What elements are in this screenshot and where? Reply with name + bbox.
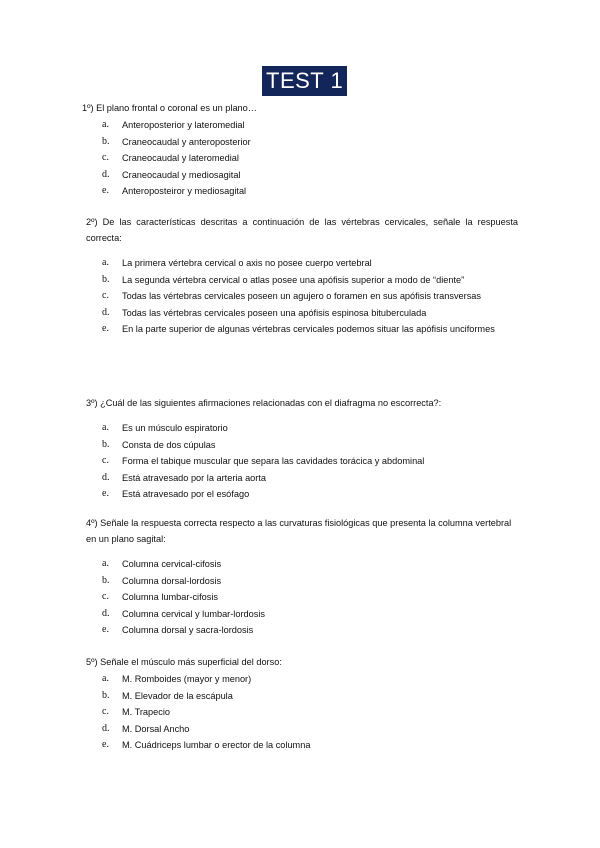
option-text: Está atravesado por el esófago <box>122 489 250 499</box>
question-text: 4º) Señale la respuesta correcta respecto a las curvaturas fisiológicas que presenta la columna vertebral en un plano sagital: <box>86 518 512 544</box>
option-text: Craneocaudal y anteroposterior <box>122 136 251 147</box>
question-text: 5º) Señale el músculo más superficial del dorso: <box>86 657 282 667</box>
question-text: 1º) El plano frontal o coronal es un plano… <box>82 103 257 113</box>
option-item <box>86 134 518 151</box>
option-letter: b. <box>102 574 110 586</box>
option-item <box>86 721 518 738</box>
question-text: 3º) ¿Cuál de las siguientes afirmaciones relacionadas con el diafragma no escorrecta?: <box>86 398 442 408</box>
option-item <box>86 470 518 487</box>
option-text: Columna cervical y lumbar-lordosis <box>122 608 265 619</box>
option-letter: e. <box>102 624 109 635</box>
option-letter: e. <box>102 185 109 196</box>
option-text: Columna lumbar-cifosis <box>122 592 218 602</box>
option-item <box>86 737 518 754</box>
option-text: Anteroposterior y lateromedial <box>122 120 245 130</box>
option-text: Columna dorsal-lordosis <box>122 575 222 586</box>
option-item <box>86 167 518 184</box>
option-letter: a. <box>102 673 109 684</box>
option-text: Columna dorsal y sacra-lordosis <box>122 625 254 635</box>
option-item <box>86 305 518 322</box>
option-text: La segunda vértebra cervical o atlas posee una apófisis superior a modo de “diente” <box>122 274 465 285</box>
option-item <box>86 183 518 200</box>
option-letter: d. <box>102 607 110 619</box>
option-item <box>86 622 518 639</box>
option-text: Forma el tabique muscular que separa las cavidades torácica y abdominal <box>122 456 425 466</box>
option-letter: e. <box>102 323 109 334</box>
option-item <box>86 255 518 272</box>
option-item <box>86 589 518 606</box>
option-letter: c. <box>102 706 109 717</box>
option-item <box>86 688 518 705</box>
option-letter: a. <box>102 257 109 268</box>
question-2 <box>86 214 518 338</box>
option-item <box>86 486 518 503</box>
option-item <box>86 420 518 437</box>
option-text: Es un músculo espiratorio <box>122 423 228 433</box>
option-item <box>86 453 518 470</box>
option-text: Consta de dos cúpulas <box>122 439 216 450</box>
option-item <box>86 704 518 721</box>
option-letter: c. <box>102 152 109 163</box>
option-item <box>86 150 518 167</box>
option-text: M. Cuádriceps lumbar o erector de la columna <box>122 740 311 750</box>
option-text: Craneocaudal y mediosagital <box>122 169 241 180</box>
option-letter: c. <box>102 290 109 301</box>
option-item <box>86 573 518 590</box>
option-letter: e. <box>102 739 109 750</box>
question-text: 2º) De las características descritas a continuación de las vértebras cervicales, señale la respuesta correcta: <box>86 217 518 243</box>
option-item <box>86 671 518 688</box>
option-letter: d. <box>102 722 110 734</box>
option-text: M. Elevador de la escápula <box>122 690 233 701</box>
option-text: M. Trapecio <box>122 707 170 717</box>
option-letter: b. <box>102 689 110 701</box>
option-text: La primera vértebra cervical o axis no posee cuerpo vertebral <box>122 258 372 268</box>
option-item <box>86 272 518 289</box>
option-letter: a. <box>102 558 109 569</box>
option-text: Todas las vértebras cervicales poseen un agujero o foramen en sus apófisis transversas <box>122 291 482 301</box>
option-item <box>86 437 518 454</box>
option-text: M. Dorsal Ancho <box>122 723 190 734</box>
option-letter: d. <box>102 306 110 318</box>
option-list <box>86 556 518 639</box>
option-text: Columna cervical-cifosis <box>122 559 222 569</box>
option-text: Está atravesado por la arteria aorta <box>122 472 267 483</box>
option-letter: b. <box>102 135 110 147</box>
title-block <box>262 66 347 96</box>
option-letter: a. <box>102 119 109 130</box>
option-letter: b. <box>102 438 110 450</box>
page-title: TEST 1 <box>262 66 347 96</box>
option-letter: e. <box>102 488 109 499</box>
option-text: Anteroposteiror y mediosagital <box>122 186 247 196</box>
option-item <box>86 288 518 305</box>
option-letter: c. <box>102 455 109 466</box>
option-text: M. Romboides (mayor y menor) <box>122 674 252 684</box>
question-5 <box>86 654 518 754</box>
option-text: Craneocaudal y lateromedial <box>122 153 239 163</box>
option-letter: d. <box>102 471 110 483</box>
option-item <box>86 321 518 338</box>
option-list <box>86 255 518 338</box>
question-1 <box>82 100 518 200</box>
option-letter: c. <box>102 591 109 602</box>
option-item <box>86 556 518 573</box>
option-item <box>86 117 518 134</box>
option-letter: d. <box>102 168 110 180</box>
option-item <box>86 606 518 623</box>
option-text: Todas las vértebras cervicales poseen una apófisis espinosa bituberculada <box>122 307 427 318</box>
option-list <box>86 117 518 200</box>
option-list <box>86 671 518 754</box>
option-letter: b. <box>102 273 110 285</box>
option-text: En la parte superior de algunas vértebras cervicales podemos situar las apófisis unciformes <box>122 324 495 334</box>
option-list <box>86 420 518 503</box>
question-3 <box>86 395 518 503</box>
option-letter: a. <box>102 422 109 433</box>
question-4 <box>86 515 518 639</box>
